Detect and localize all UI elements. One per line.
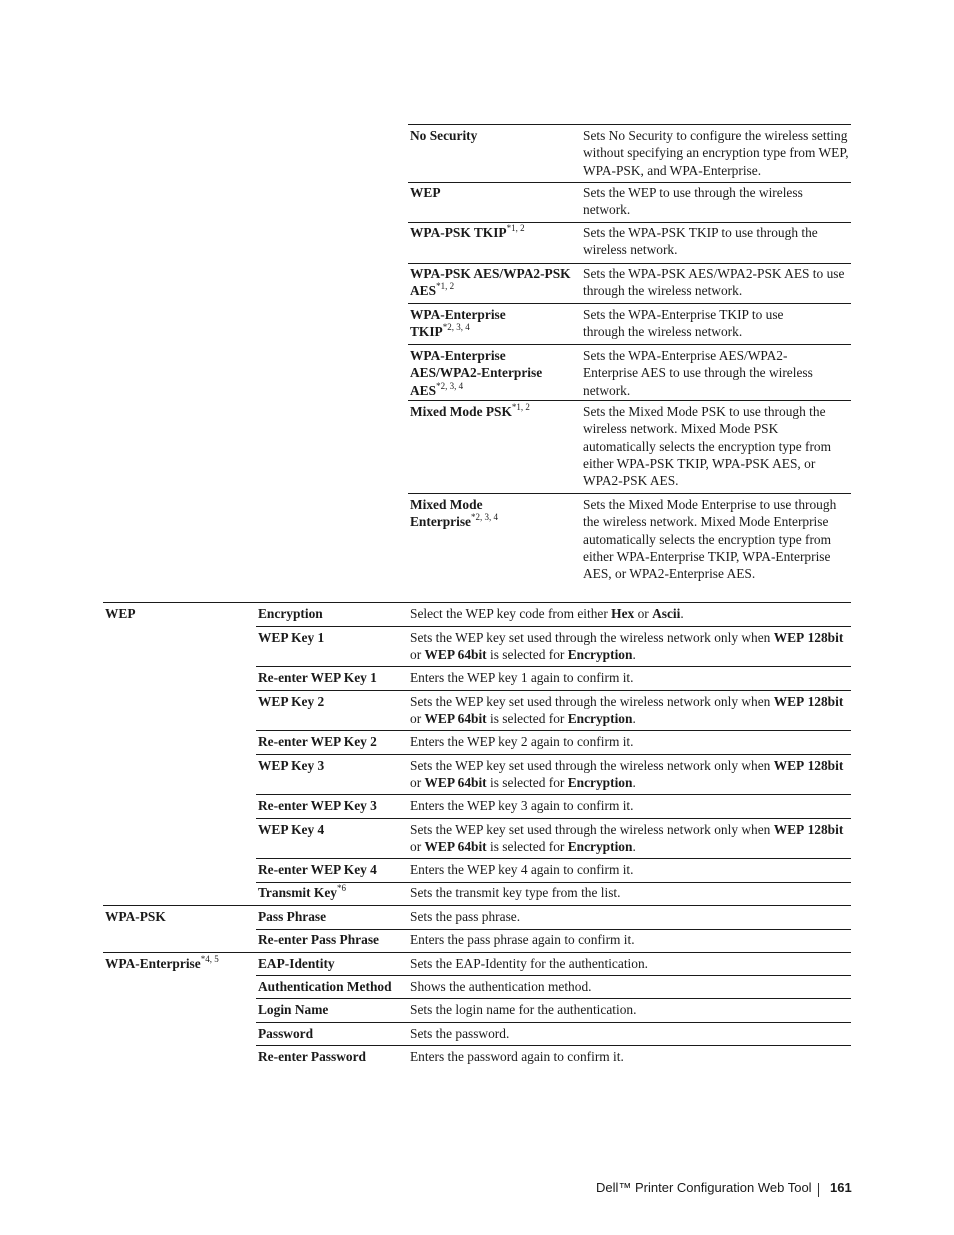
setting-name-wep-key-4: WEP Key 4	[258, 822, 325, 837]
setting-name-eap-identity: EAP-Identity	[258, 956, 335, 971]
group-label-wpa-psk: WPA-PSK	[105, 909, 166, 924]
setting-desc-wep-key-4: Sets the WEP key set used through the wireless network only when WEP 128bit or WEP 64bit is selected for Encryption.	[410, 822, 844, 855]
setting-name-password: Password	[258, 1026, 314, 1041]
setting-name-wep-key-1: WEP Key 1	[258, 630, 325, 645]
footer-separator	[818, 1183, 819, 1197]
setting-name-wep-key-2: WEP Key 2	[258, 694, 325, 709]
encryption-option-name: WPA-Enterprise AES/WPA2-Enterprise AES$^{*2, 3, 4}$	[410, 348, 543, 398]
setting-desc-reenter-wep-key-1: Enters the WEP key 1 again to confirm it.	[410, 670, 634, 685]
setting-desc-reenter-password: Enters the password again to confirm it.	[410, 1049, 624, 1064]
encryption-option-desc: Sets the WPA-PSK AES/WPA2-PSK AES to use through the wireless network.	[583, 266, 845, 299]
setting-desc-reenter-pass-phrase: Enters the pass phrase again to confirm it.	[410, 932, 635, 947]
setting-desc-encryption: Select the WEP key code from either Hex or Ascii.	[410, 606, 684, 621]
encryption-option-desc: Sets the WPA-Enterprise TKIP to use through the wireless network.	[583, 307, 784, 340]
encryption-option-desc: Sets the WPA-PSK TKIP to use through the wireless network.	[583, 225, 818, 258]
encryption-option-name: Mixed Mode PSK$^{*1, 2}$	[410, 402, 530, 419]
encryption-option-name: No Security	[410, 128, 478, 143]
setting-desc-password: Sets the password.	[410, 1026, 510, 1041]
setting-desc-pass-phrase: Sets the pass phrase.	[410, 909, 521, 924]
setting-name-reenter-password: Re-enter Password	[258, 1049, 366, 1064]
setting-desc-eap-identity: Sets the EAP-Identity for the authentication.	[410, 956, 648, 971]
setting-desc-wep-key-1: Sets the WEP key set used through the wireless network only when WEP 128bit or WEP 64bit is selected for Encryption.	[410, 630, 844, 663]
setting-desc-reenter-wep-key-3: Enters the WEP key 3 again to confirm it.	[410, 798, 634, 813]
setting-desc-wep-key-3: Sets the WEP key set used through the wireless network only when WEP 128bit or WEP 64bit is selected for Encryption.	[410, 758, 844, 791]
encryption-option-desc: Sets the WPA-Enterprise AES/WPA2-Enterprise AES to use through the wireless network.	[583, 348, 813, 398]
encryption-option-desc: Sets the WEP to use through the wireless network.	[583, 185, 803, 218]
setting-name-reenter-wep-key-2: Re-enter WEP Key 2	[258, 734, 377, 749]
footer-title: Dell™ Printer Configuration Web Tool	[596, 1180, 812, 1195]
setting-desc-authentication-method: Shows the authentication method.	[410, 979, 592, 994]
setting-name-encryption: Encryption	[258, 606, 323, 621]
setting-desc-reenter-wep-key-2: Enters the WEP key 2 again to confirm it.	[410, 734, 634, 749]
setting-desc-reenter-wep-key-4: Enters the WEP key 4 again to confirm it.	[410, 862, 634, 877]
encryption-option-desc: Sets the Mixed Mode Enterprise to use through the wireless network. Mixed Mode Enterprise automatically selects the encryption type from either WPA-Enterprise TKIP, WPA-Enterprise AES, or WPA2-Enterprise AES.	[583, 497, 837, 582]
encryption-option-desc: Sets the Mixed Mode PSK to use through the wireless network. Mixed Mode PSK automatically selects the encryption type from either WPA-PSK TKIP, WPA-PSK AES, or WPA2-PSK AES.	[583, 404, 832, 489]
setting-name-reenter-wep-key-4: Re-enter WEP Key 4	[258, 862, 377, 877]
page-number: 161	[830, 1180, 852, 1195]
setting-name-reenter-wep-key-3: Re-enter WEP Key 3	[258, 798, 377, 813]
encryption-option-name: Mixed Mode Enterprise$^{*2, 3, 4}$	[410, 497, 498, 530]
setting-desc-transmit-key: Sets the transmit key type from the list.	[410, 885, 621, 900]
setting-name-transmit-key: Transmit Key$^{*6}$	[258, 883, 346, 900]
setting-name-reenter-pass-phrase: Re-enter Pass Phrase	[258, 932, 379, 947]
setting-name-wep-key-3: WEP Key 3	[258, 758, 325, 773]
setting-desc-login-name: Sets the login name for the authentication.	[410, 1002, 637, 1017]
setting-name-login-name: Login Name	[258, 1002, 329, 1017]
encryption-option-name: WEP	[410, 185, 441, 200]
setting-name-pass-phrase: Pass Phrase	[258, 909, 327, 924]
encryption-option-name: WPA-Enterprise TKIP$^{*2, 3, 4}$	[410, 307, 506, 340]
group-label-wpa-enterprise: WPA-Enterprise$^{*4, 5}$	[105, 954, 219, 971]
encryption-option-name: WPA-PSK TKIP$^{*1, 2}$	[410, 223, 525, 240]
setting-name-authentication-method: Authentication Method	[258, 979, 392, 994]
setting-name-reenter-wep-key-1: Re-enter WEP Key 1	[258, 670, 377, 685]
group-label-wep: WEP	[105, 606, 136, 621]
encryption-option-name: WPA-PSK AES/WPA2-PSK AES$^{*1, 2}$	[410, 266, 571, 299]
setting-desc-wep-key-2: Sets the WEP key set used through the wireless network only when WEP 128bit or WEP 64bit is selected for Encryption.	[410, 694, 844, 727]
encryption-option-desc: Sets No Security to configure the wireless setting without specifying an encryption type from WEP, WPA-PSK, and WPA-Enterprise.	[583, 128, 849, 178]
